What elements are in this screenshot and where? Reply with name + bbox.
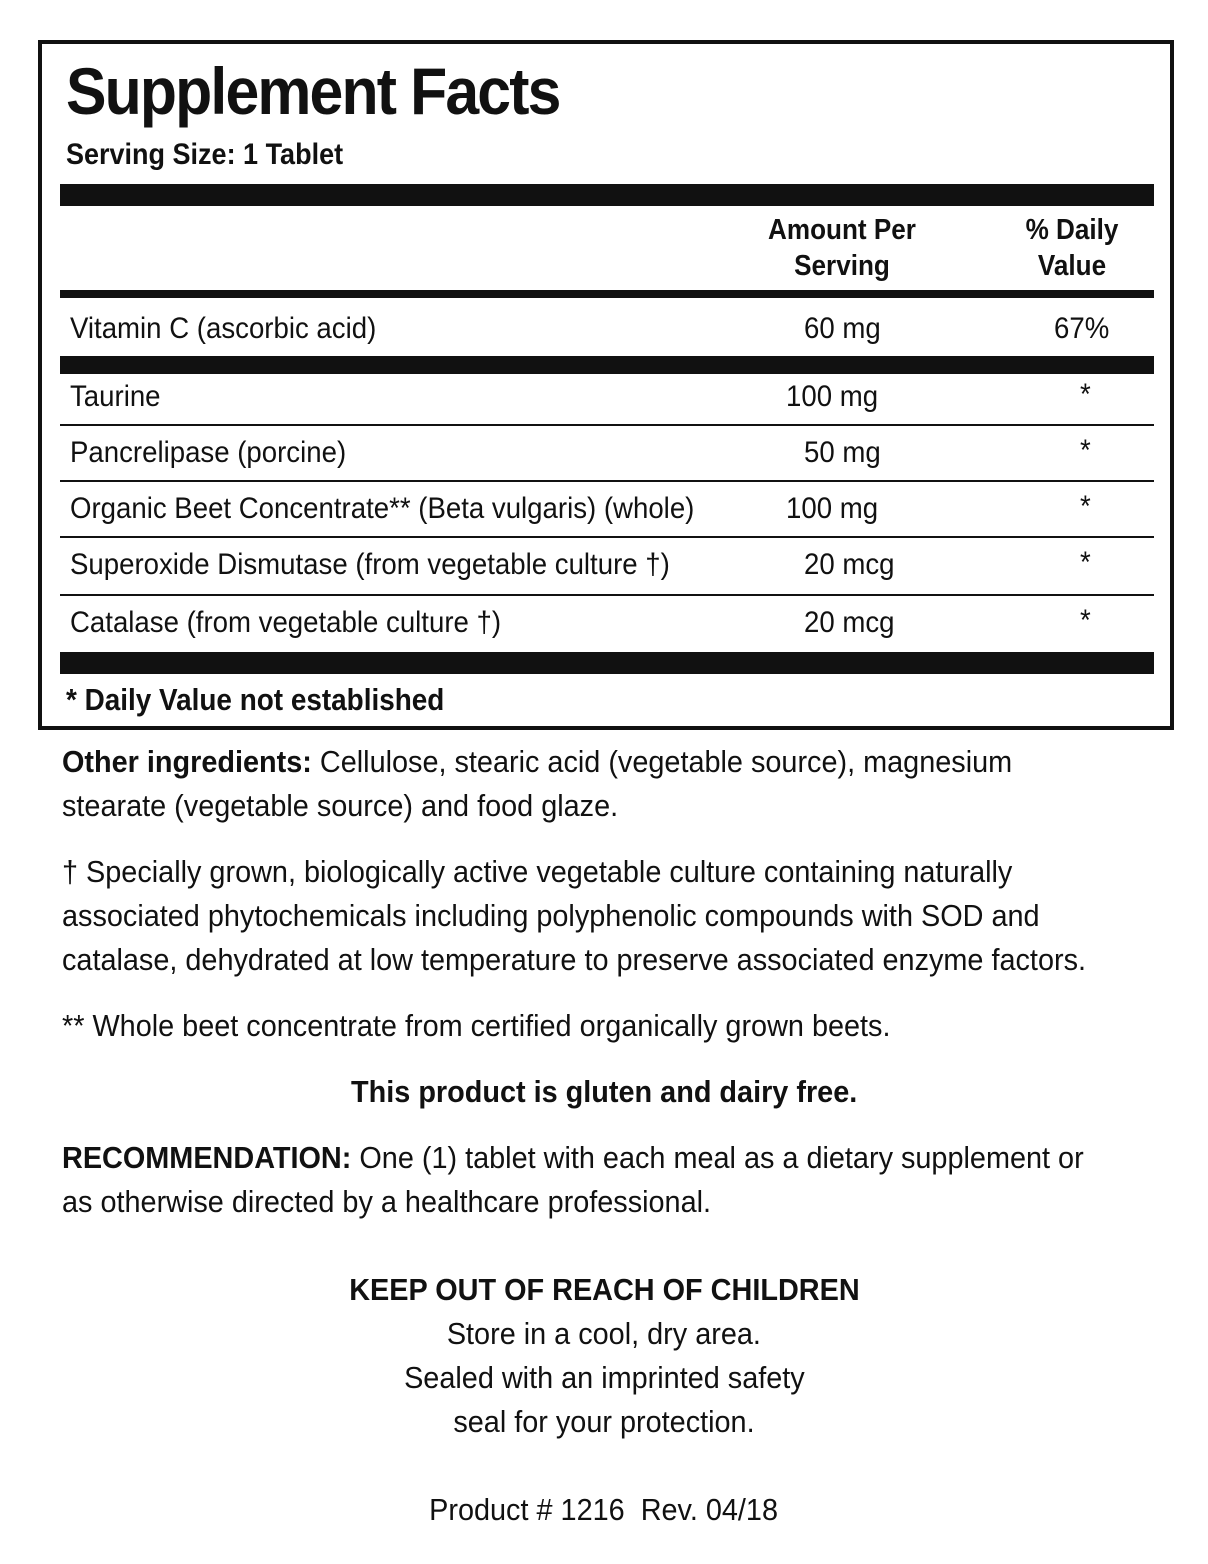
product-code [0,1488,1208,1532]
gluten-dairy-note [0,1070,1208,1114]
medium-divider [60,290,1154,298]
thin-divider [60,424,1154,426]
other-ingredients-text: stearate (vegetable source) and food glaze. [62,788,619,823]
seal-line [0,1356,1208,1400]
nutrient-amount: 20 mcg [804,548,895,581]
thick-divider [60,184,1154,206]
daily-value-footnote: * Daily Value not established [66,682,445,717]
beet-note: ** Whole beet concentrate from certified organically grown beets. [62,1008,891,1043]
header-line: Serving [794,250,890,282]
other-ingredients [62,740,1104,828]
nutrient-daily-value: * [1080,490,1091,523]
warning-heading [0,1268,1208,1312]
nutrient-name: Vitamin C (ascorbic acid) [70,312,377,345]
storage-line [0,1312,1208,1356]
dagger-note [62,850,1104,982]
other-ingredients-label: Other ingredients: [62,744,312,779]
thin-divider [60,536,1154,538]
thin-divider [60,594,1154,596]
nutrient-daily-value: * [1080,604,1091,637]
warning-heading-text: KEEP OUT OF REACH OF CHILDREN [348,1272,860,1307]
thick-divider [60,356,1154,374]
gluten-dairy-text: This product is gluten and dairy free. [350,1074,858,1109]
nutrient-name: Catalase (from vegetable culture †) [70,606,502,639]
supplement-facts-panel [38,40,1174,730]
other-ingredients-text: Cellulose, stearic acid (vegetable source), magnesium [311,744,1013,779]
seal-text: Sealed with an imprinted safety [403,1360,805,1395]
nutrient-daily-value: * [1080,546,1091,579]
nutrient-name: Pancrelipase (porcine) [70,436,347,469]
dagger-note-line: associated phytochemicals including polyphenolic compounds with SOD and [62,898,1040,933]
header-line: Amount Per [768,214,916,246]
serving-size: Serving Size: 1 Tablet [66,138,344,171]
thick-divider [60,652,1154,674]
seal-line [0,1400,1208,1444]
nutrient-amount: 20 mcg [804,606,895,639]
thin-divider [60,480,1154,482]
dagger-note-line: catalase, dehydrated at low temperature to preserve associated enzyme factors. [62,942,1087,977]
nutrient-name: Taurine [70,380,161,413]
nutrient-daily-value: 67% [1054,312,1110,345]
amount-per-serving-header [752,212,932,284]
recommendation-text: as otherwise directed by a healthcare professional. [62,1184,712,1219]
nutrient-name: Superoxide Dismutase (from vegetable culture †) [70,548,670,581]
facts-title: Supplement Facts [66,54,560,128]
storage-text: Store in a cool, dry area. [446,1316,762,1351]
seal-text: seal for your protection. [453,1404,755,1439]
product-code-text: Product # 1216 Rev. 04/18 [429,1492,779,1527]
nutrient-amount: 50 mg [804,436,881,469]
daily-value-header [1000,212,1144,284]
recommendation-text: One (1) tablet with each meal as a dietary supplement or [351,1140,1084,1175]
header-line: % Daily [1025,214,1119,246]
nutrient-amount: 60 mg [804,312,881,345]
recommendation-label: RECOMMENDATION: [62,1140,352,1175]
dagger-note-line: † Specially grown, biologically active vegetable culture containing naturally [62,854,1013,889]
nutrient-amount: 100 mg [786,380,879,413]
nutrient-amount: 100 mg [786,492,879,525]
recommendation [62,1136,1104,1224]
nutrient-daily-value: * [1080,434,1091,467]
header-line: Value [1037,250,1107,282]
nutrient-name: Organic Beet Concentrate** (Beta vulgaris) (whole) [70,492,695,525]
nutrient-daily-value: * [1080,378,1091,411]
